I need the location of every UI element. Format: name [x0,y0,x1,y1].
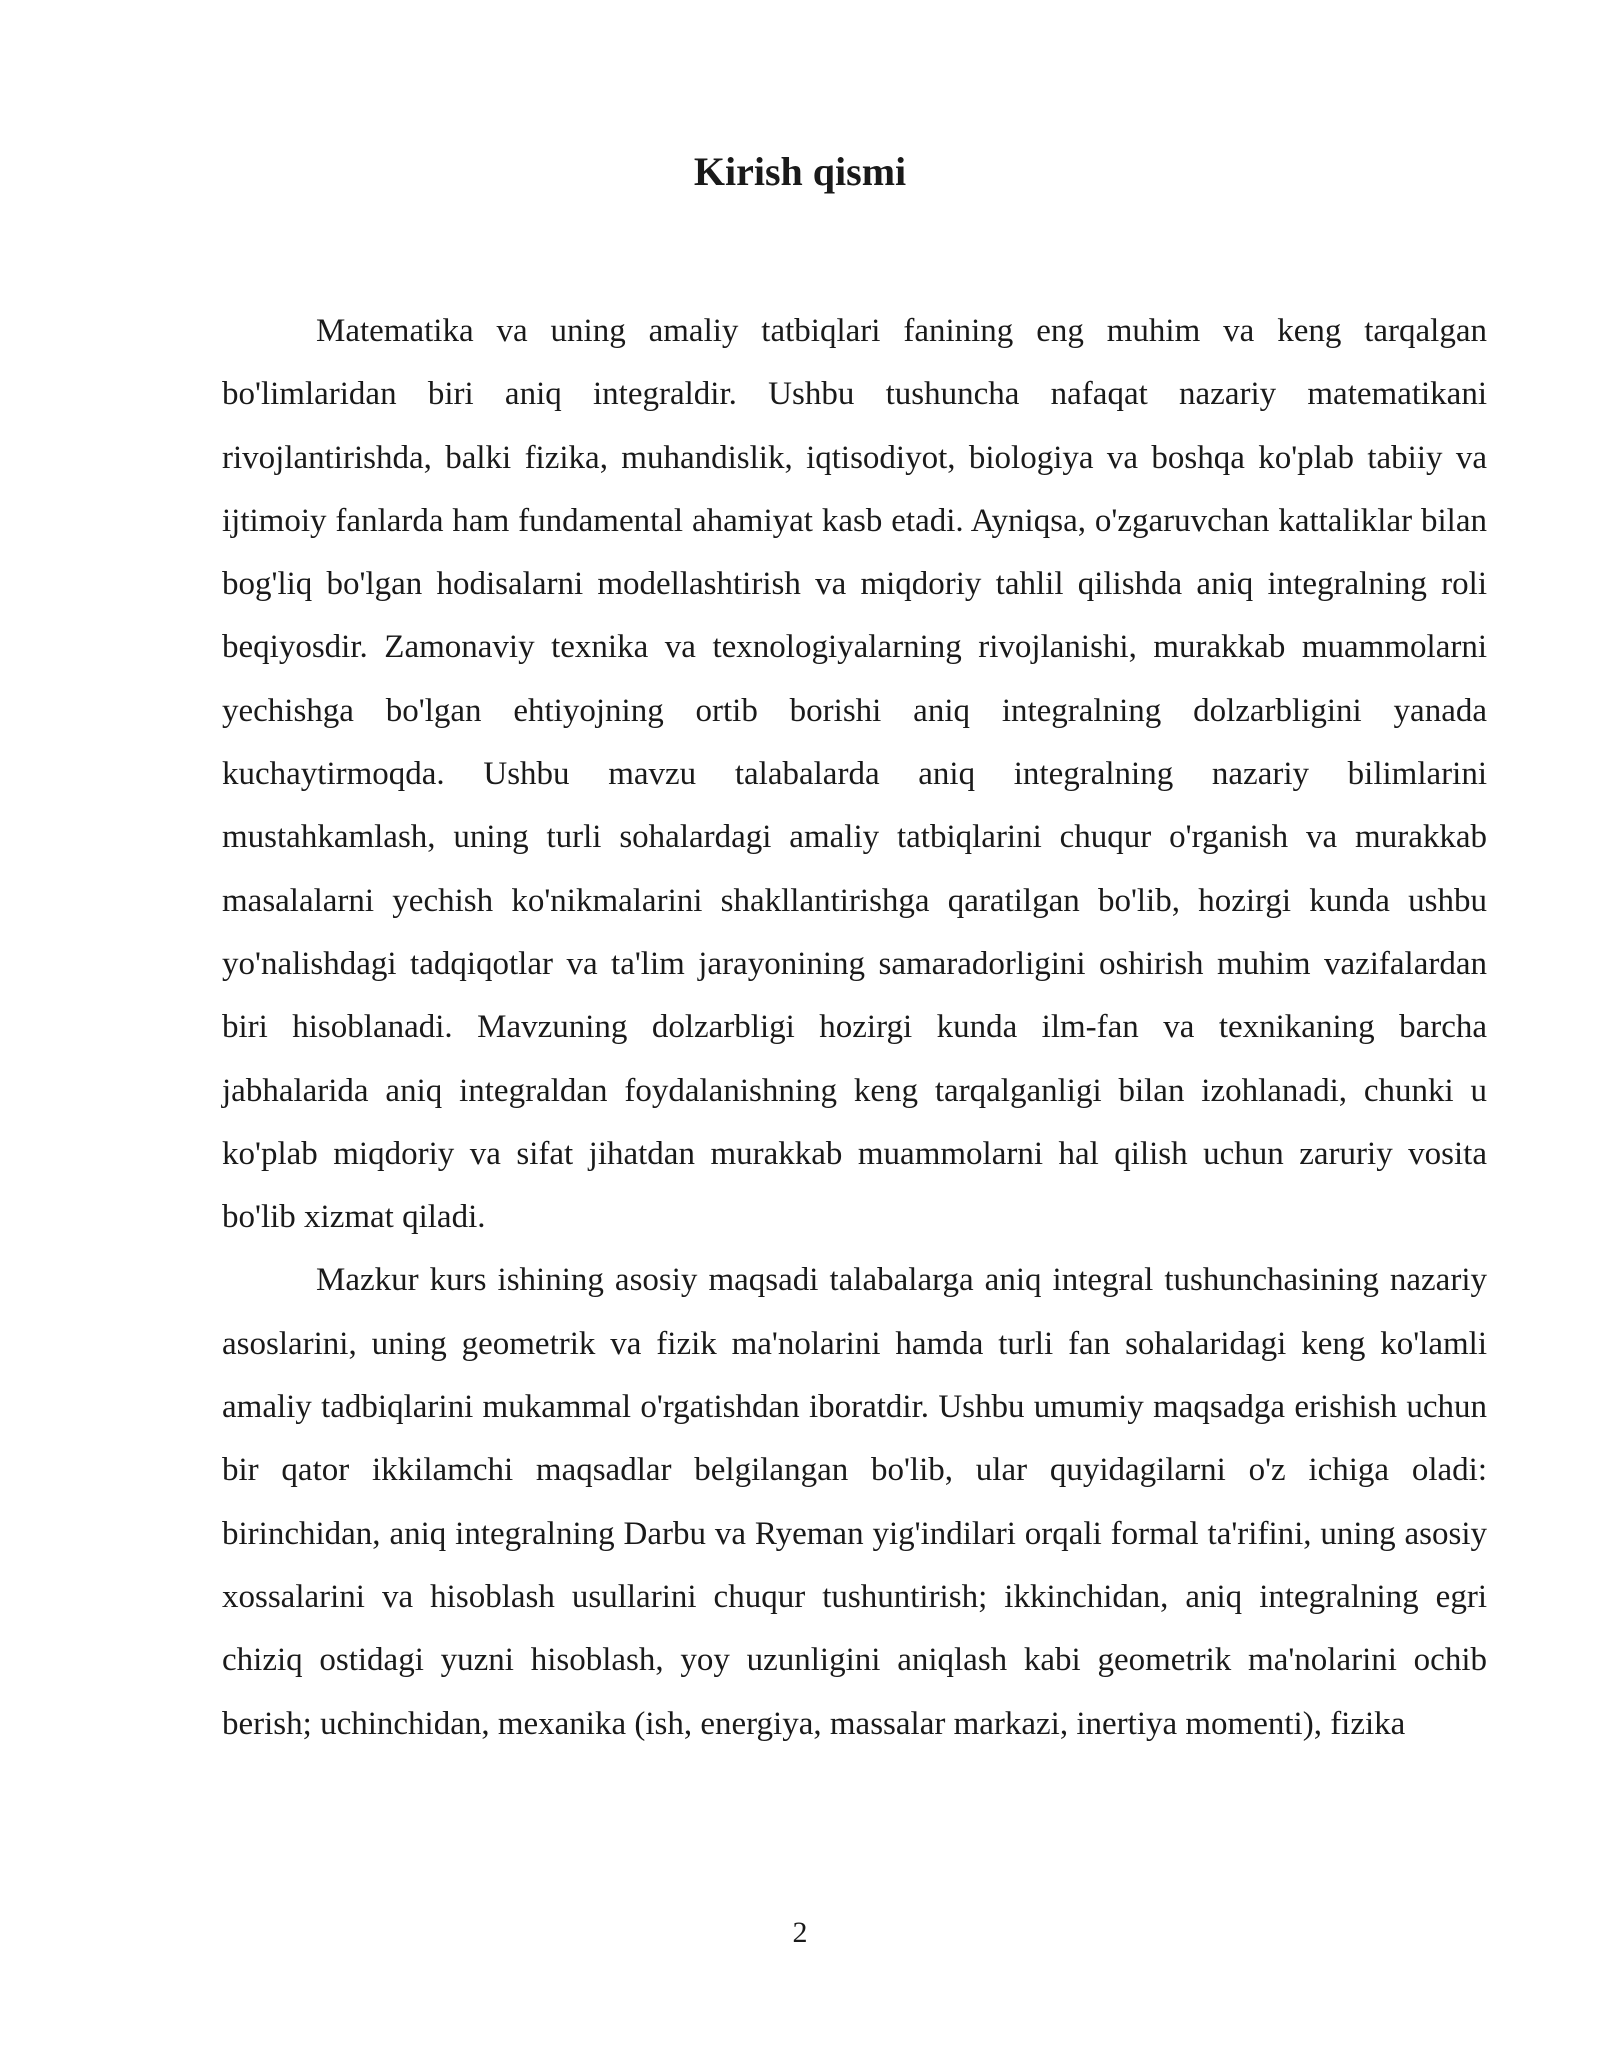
page-number: 2 [792,1916,808,1949]
paragraph-2: Mazkur kurs ishining asosiy maqsadi talabalarga aniq integral tushunchasining nazariy asoslarini, uning geometrik va fizik ma'nolarini hamda turli fan sohalaridagi keng ko'lamli amaliy tadbiqlarini mukammal o'rgatishdan iboratdir. Ushbu umumiy maqsadga erishish uchun bir qator ikkilamchi maqsadlar belgilangan bo'lib, ular quyidagilarni o'z ichiga oladi: birinchidan, aniq integralning Darbu va Ryeman yig'indilari orqali formal ta'rifini, uning asosiy xossalarini va hisoblash usullarini chuqur tushuntirish; ikkinchidan, aniq integralning egri chiziq ostidagi yuzni hisoblash, yoy uzunligini aniqlash kabi geometrik ma'nolarini ochib berish; uchinchidan, mexanika (ish, energiya, massalar markazi, inertiya momenti), fizika [222,1262,1487,1742]
page-title: Kirish qismi [693,149,907,194]
body-text [222,300,1487,1756]
paragraph-1: Matematika va uning amaliy tatbiqlari fanining eng muhim va keng tarqalgan bo'limlaridan biri aniq integraldir. Ushbu tushuncha nafaqat nazariy matematikani rivojlantirishda, balki fizika, muhandislik, iqtisodiyot, biologiya va boshqa ko'plab tabiiy va ijtimoiy fanlarda ham fundamental ahamiyat kasb etadi. Ayniqsa, o'zgaruvchan kattaliklar bilan bog'liq bo'lgan hodisalarni modellashtirish va miqdoriy tahlil qilishda aniq integralning roli beqiyosdir. Zamonaviy texnika va texnologiyalarning rivojlanishi, murakkab muammolarni yechishga bo'lgan ehtiyojning ortib borishi aniq integralning dolzarbligini yanada kuchaytirmoqda. Ushbu mavzu talabalarda aniq integralning nazariy bilimlarini mustahkamlash, uning turli sohalardagi amaliy tatbiqlarini chuqur o'rganish va murakkab masalalarni yechish ko'nikmalarini shakllantirishga qaratilgan bo'lib, hozirgi kunda ushbu yo'nalishdagi tadqiqotlar va ta'lim jarayonining samaradorligini oshirish muhim vazifalardan biri hisoblanadi. Mavzuning dolzarbligi hozirgi kunda ilm-fan va texnikaning barcha jabhalarida aniq integraldan foydalanishning keng tarqalganligi bilan izohlanadi, chunki u ko'plab miqdoriy va sifat jihatdan murakkab muammolarni hal qilish uchun zaruriy vosita bo'lib xizmat qiladi. [222,313,1487,1236]
